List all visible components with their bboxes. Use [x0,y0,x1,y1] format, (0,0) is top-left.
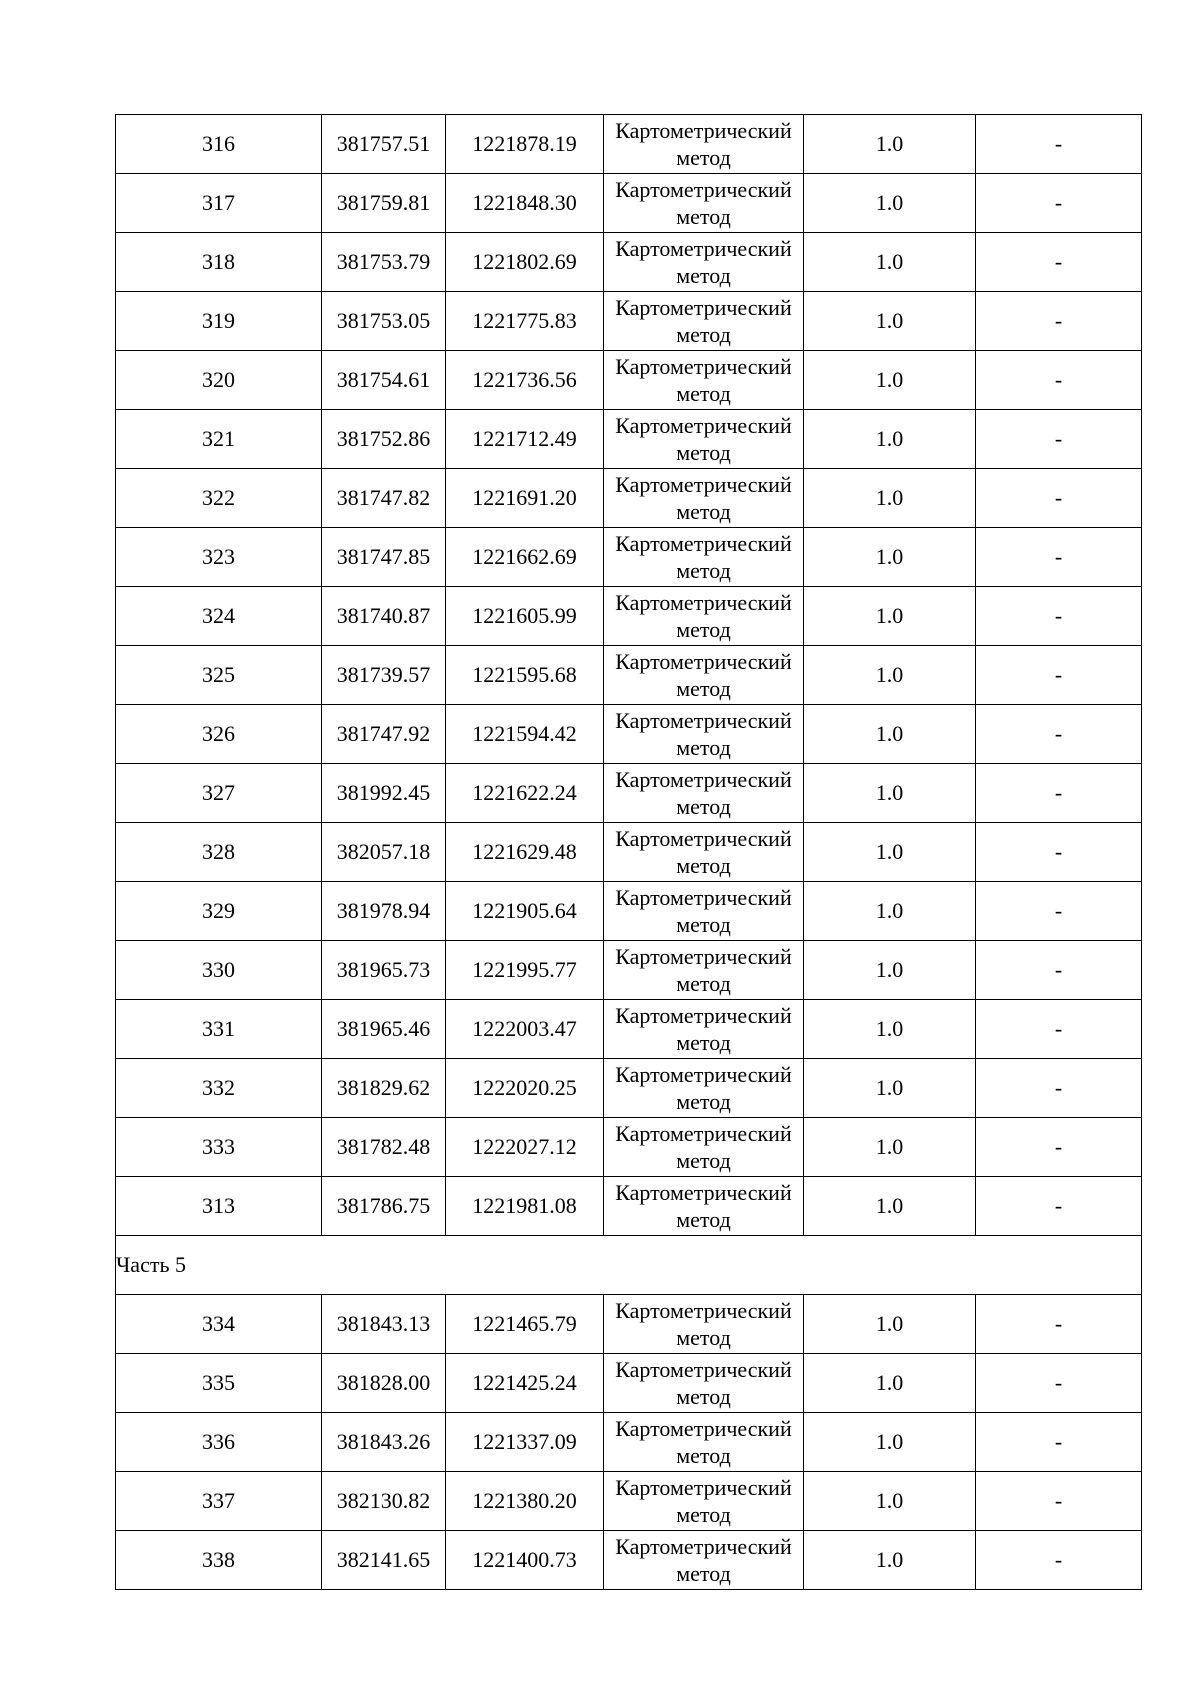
y-coordinate-cell: 1221775.83 [446,292,604,351]
note-cell: - [976,469,1142,528]
point-number-cell: 323 [116,528,322,587]
point-number-cell: 317 [116,174,322,233]
accuracy-cell: 1.0 [804,528,976,587]
note-cell: - [976,1059,1142,1118]
x-coordinate-cell: 381829.62 [322,1059,446,1118]
table-body-part-4 [116,115,1142,1236]
x-coordinate-cell: 381753.79 [322,233,446,292]
note-cell: - [976,292,1142,351]
point-number-cell: 316 [116,115,322,174]
table-row [116,233,1142,292]
point-number-cell: 322 [116,469,322,528]
note-cell: - [976,1472,1142,1531]
method-cell: Картометрический метод [604,646,804,705]
point-number-cell: 332 [116,1059,322,1118]
accuracy-cell: 1.0 [804,233,976,292]
x-coordinate-cell: 381828.00 [322,1354,446,1413]
x-coordinate-cell: 382130.82 [322,1472,446,1531]
table-row [116,1295,1142,1354]
accuracy-cell: 1.0 [804,1177,976,1236]
point-number-cell: 313 [116,1177,322,1236]
x-coordinate-cell: 381965.46 [322,1000,446,1059]
y-coordinate-cell: 1221629.48 [446,823,604,882]
note-cell: - [976,351,1142,410]
table-row [116,174,1142,233]
point-number-cell: 335 [116,1354,322,1413]
table-row [116,528,1142,587]
accuracy-cell: 1.0 [804,115,976,174]
accuracy-cell: 1.0 [804,823,976,882]
accuracy-cell: 1.0 [804,174,976,233]
table-row [116,882,1142,941]
note-cell: - [976,587,1142,646]
accuracy-cell: 1.0 [804,1118,976,1177]
point-number-cell: 330 [116,941,322,1000]
accuracy-cell: 1.0 [804,1531,976,1590]
table-row [116,1000,1142,1059]
method-cell: Картометрический метод [604,823,804,882]
table-row [116,705,1142,764]
x-coordinate-cell: 381978.94 [322,882,446,941]
note-cell: - [976,1000,1142,1059]
method-cell: Картометрический метод [604,292,804,351]
note-cell: - [976,233,1142,292]
accuracy-cell: 1.0 [804,764,976,823]
x-coordinate-cell: 381843.26 [322,1413,446,1472]
note-cell: - [976,410,1142,469]
method-cell: Картометрический метод [604,1295,804,1354]
table-row [116,469,1142,528]
point-number-cell: 318 [116,233,322,292]
note-cell: - [976,1413,1142,1472]
point-number-cell: 328 [116,823,322,882]
x-coordinate-cell: 382057.18 [322,823,446,882]
y-coordinate-cell: 1221905.64 [446,882,604,941]
table-row [116,1177,1142,1236]
method-cell: Картометрический метод [604,1472,804,1531]
x-coordinate-cell: 381992.45 [322,764,446,823]
note-cell: - [976,115,1142,174]
y-coordinate-cell: 1221594.42 [446,705,604,764]
method-cell: Картометрический метод [604,1531,804,1590]
table-row [116,1118,1142,1177]
accuracy-cell: 1.0 [804,646,976,705]
point-number-cell: 327 [116,764,322,823]
note-cell: - [976,1354,1142,1413]
table-row [116,410,1142,469]
method-cell: Картометрический метод [604,115,804,174]
note-cell: - [976,882,1142,941]
y-coordinate-cell: 1221802.69 [446,233,604,292]
x-coordinate-cell: 381753.05 [322,292,446,351]
point-number-cell: 338 [116,1531,322,1590]
y-coordinate-cell: 1221337.09 [446,1413,604,1472]
x-coordinate-cell: 381757.51 [322,115,446,174]
x-coordinate-cell: 381740.87 [322,587,446,646]
y-coordinate-cell: 1222020.25 [446,1059,604,1118]
table-row [116,823,1142,882]
accuracy-cell: 1.0 [804,1059,976,1118]
accuracy-cell: 1.0 [804,587,976,646]
section-row-group [116,1236,1142,1295]
accuracy-cell: 1.0 [804,1413,976,1472]
x-coordinate-cell: 382141.65 [322,1531,446,1590]
note-cell: - [976,174,1142,233]
point-number-cell: 331 [116,1000,322,1059]
x-coordinate-cell: 381739.57 [322,646,446,705]
note-cell: - [976,705,1142,764]
x-coordinate-cell: 381752.86 [322,410,446,469]
x-coordinate-cell: 381747.92 [322,705,446,764]
note-cell: - [976,528,1142,587]
y-coordinate-cell: 1222003.47 [446,1000,604,1059]
method-cell: Картометрический метод [604,351,804,410]
x-coordinate-cell: 381747.82 [322,469,446,528]
method-cell: Картометрический метод [604,469,804,528]
x-coordinate-cell: 381759.81 [322,174,446,233]
method-cell: Картометрический метод [604,705,804,764]
table-row [116,587,1142,646]
table-row [116,292,1142,351]
accuracy-cell: 1.0 [804,1472,976,1531]
point-number-cell: 324 [116,587,322,646]
accuracy-cell: 1.0 [804,1000,976,1059]
y-coordinate-cell: 1221712.49 [446,410,604,469]
table-row [116,115,1142,174]
y-coordinate-cell: 1221380.20 [446,1472,604,1531]
y-coordinate-cell: 1221981.08 [446,1177,604,1236]
accuracy-cell: 1.0 [804,1354,976,1413]
point-number-cell: 320 [116,351,322,410]
y-coordinate-cell: 1222027.12 [446,1118,604,1177]
table-row [116,646,1142,705]
method-cell: Картометрический метод [604,1177,804,1236]
y-coordinate-cell: 1221848.30 [446,174,604,233]
method-cell: Картометрический метод [604,1118,804,1177]
x-coordinate-cell: 381747.85 [322,528,446,587]
method-cell: Картометрический метод [604,233,804,292]
table-row [116,1059,1142,1118]
method-cell: Картометрический метод [604,1000,804,1059]
y-coordinate-cell: 1221605.99 [446,587,604,646]
y-coordinate-cell: 1221400.73 [446,1531,604,1590]
note-cell: - [976,823,1142,882]
method-cell: Картометрический метод [604,410,804,469]
method-cell: Картометрический метод [604,174,804,233]
note-cell: - [976,1118,1142,1177]
table-row [116,1354,1142,1413]
accuracy-cell: 1.0 [804,941,976,1000]
y-coordinate-cell: 1221878.19 [446,115,604,174]
table-row [116,351,1142,410]
accuracy-cell: 1.0 [804,705,976,764]
method-cell: Картометрический метод [604,764,804,823]
point-number-cell: 337 [116,1472,322,1531]
table-body-part-5 [116,1295,1142,1590]
note-cell: - [976,764,1142,823]
y-coordinate-cell: 1221595.68 [446,646,604,705]
coordinates-table [115,114,1142,1590]
note-cell: - [976,941,1142,1000]
section-label: Часть 5 [116,1236,1142,1295]
accuracy-cell: 1.0 [804,882,976,941]
table-row [116,1531,1142,1590]
table-row [116,764,1142,823]
x-coordinate-cell: 381786.75 [322,1177,446,1236]
x-coordinate-cell: 381782.48 [322,1118,446,1177]
point-number-cell: 336 [116,1413,322,1472]
y-coordinate-cell: 1221736.56 [446,351,604,410]
accuracy-cell: 1.0 [804,1295,976,1354]
method-cell: Картометрический метод [604,882,804,941]
point-number-cell: 333 [116,1118,322,1177]
point-number-cell: 326 [116,705,322,764]
note-cell: - [976,1531,1142,1590]
point-number-cell: 325 [116,646,322,705]
accuracy-cell: 1.0 [804,410,976,469]
note-cell: - [976,1295,1142,1354]
x-coordinate-cell: 381843.13 [322,1295,446,1354]
y-coordinate-cell: 1221622.24 [446,764,604,823]
accuracy-cell: 1.0 [804,351,976,410]
method-cell: Картометрический метод [604,1413,804,1472]
point-number-cell: 329 [116,882,322,941]
accuracy-cell: 1.0 [804,469,976,528]
table-row [116,1413,1142,1472]
x-coordinate-cell: 381965.73 [322,941,446,1000]
point-number-cell: 321 [116,410,322,469]
note-cell: - [976,646,1142,705]
method-cell: Картометрический метод [604,587,804,646]
accuracy-cell: 1.0 [804,292,976,351]
section-row [116,1236,1142,1295]
y-coordinate-cell: 1221691.20 [446,469,604,528]
method-cell: Картометрический метод [604,1354,804,1413]
y-coordinate-cell: 1221995.77 [446,941,604,1000]
point-number-cell: 319 [116,292,322,351]
method-cell: Картометрический метод [604,941,804,1000]
y-coordinate-cell: 1221465.79 [446,1295,604,1354]
method-cell: Картометрический метод [604,528,804,587]
point-number-cell: 334 [116,1295,322,1354]
table-row [116,941,1142,1000]
x-coordinate-cell: 381754.61 [322,351,446,410]
method-cell: Картометрический метод [604,1059,804,1118]
y-coordinate-cell: 1221425.24 [446,1354,604,1413]
note-cell: - [976,1177,1142,1236]
table-row [116,1472,1142,1531]
y-coordinate-cell: 1221662.69 [446,528,604,587]
